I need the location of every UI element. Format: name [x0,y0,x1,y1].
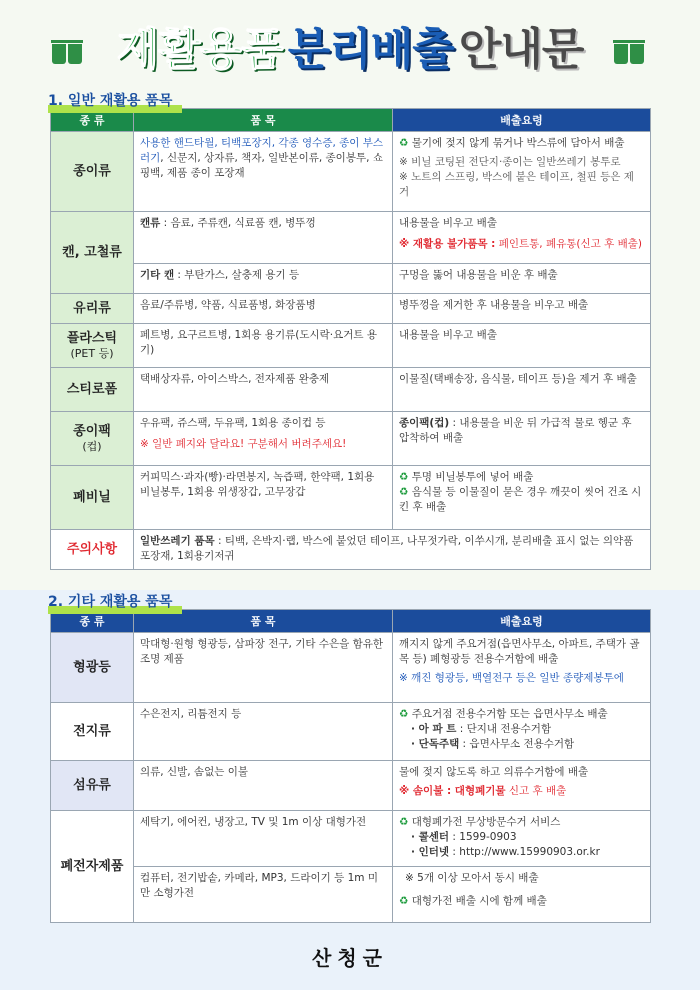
category-can: 캔, 고철류 [51,212,134,294]
category-glass: 유리류 [51,294,134,324]
footer-issuer: 산청군 [312,946,388,970]
table-row: 플라스틱 (PET 등) 페트병, 요구르트병, 1회용 용기류(도시락·요거트 용기) 내용물을 비우고 배출 [51,324,651,368]
method-paper: ♻ 물기에 젖지 않게 묶거나 박스류에 담아서 배출 ※ 비닐 코팅된 전단지·종이는 일반쓰레기 봉투로 ※ 노트의 스프링, 박스에 붙은 테이프, 철핀 등은 제거 [393,132,651,212]
table-row: 스티로폼 택배상자류, 아이스박스, 전자제품 완충제 이물질(택배송장, 음식물, 테이프 등)을 제거 후 배출 [51,368,651,412]
category-styrofoam: 스티로폼 [51,368,134,412]
table-row: 캔, 고철류 캔류 : 음료, 주류캔, 식료품 캔, 병뚜껑 내용물을 비우고 배출 ※ 재활용 불가품목 : 페인트통, 폐유통(신고 후 배출) [51,212,651,264]
items-paper: 사용한 핸드타월, 티백포장지, 각종 영수증, 종이 부스러기, 신문지, 상자류, 책자, 일반본이류, 종이봉투, 쇼핑백, 제품 종이 포장재 [134,132,393,212]
recycle-icon: ♻ [399,816,409,828]
table-row: 기타 캔 : 부탄가스, 살충제 용기 등 구멍을 뚫어 내용물을 비운 후 배출 [51,264,651,294]
category-caution: 주의사항 [51,530,134,570]
header-method: 배출요령 [393,109,651,132]
section1-table [50,108,651,570]
section1-title: 1. 일반 재활용 품목 [48,90,172,110]
header-type: 종 류 [51,109,134,132]
category-plastic: 플라스틱 (PET 등) [51,324,134,368]
category-carton: 종이팩 (컵) [51,412,134,466]
table-row: 폐비닐 커피믹스·과자(빵)·라면봉지, 녹즙팩, 한약팩, 1회용 비닐봉투, 1회용 위생장갑, 고무장갑 ♻ 투명 비닐봉투에 넣어 배출 ♻ 음식물 등 이물질이 묻은 경우 깨끗이 씻어 건조 시킨 후 배출 [51,466,651,530]
category-lamp: 형광등 [51,633,134,703]
section2-table: 종 류 품 목 배출요령 형광등 막대형·원형 형광등, 삼파장 전구, 기타 수은을 함유한 조명 제품 깨지지 않게 주요거점(읍면사무소, 아파트, 주택가 골목 등) 폐형광등 전용수거함에 배출 ※ 깨진 형광등, 백열전구 등은 일반 종량제봉투에 전지류 수은전지, 리튬전지 등 ♻ 주요거점 전용수거함 또는 읍면사무소 배출 · 아 파 트 : 단지내 전용수거함 · 단독주택 : 읍면사무소 전용수거함 섬유류 의류, 신발, 솜없는 이불 물에 젖지 않도록 하고 의류수거함에 배출 ※ 솜이불 : 대형폐기물 신고 후 배출 폐전자제품 세탁기, 에어컨, 냉장고, TV 및 1m 이상 대형가전 ♻ 대형폐가전 무상방문수거 서비스 · 콜센터 : 1599-0903 · 인터넷 : http://www.15990903.or.kr 컴퓨터, 전기밥솥, 카메라, MP3, 드라이기 등 1m 미만 소형가전 ※ 5개 이상 모아서 동시 배출 ♻ 대형가전 배출 시에 함께 배출 [50,609,651,923]
table-row: 컴퓨터, 전기밥솥, 카메라, MP3, 드라이기 등 1m 미만 소형가전 ※ 5개 이상 모아서 동시 배출 ♻ 대형가전 배출 시에 함께 배출 [51,867,651,923]
table-row: 유리류 음료/주류병, 약품, 식료품병, 화장품병 병뚜껑을 제거한 후 내용물을 비우고 배출 [51,294,651,324]
category-paper: 종이류 [51,132,134,212]
table-row: 전지류 수은전지, 리튬전지 등 ♻ 주요거점 전용수거함 또는 읍면사무소 배출 · 아 파 트 : 단지내 전용수거함 · 단독주택 : 읍면사무소 전용수거함 [51,703,651,761]
recycle-icon: ♻ [399,708,409,720]
recycle-icon: ♻ [399,471,409,483]
table-row [51,132,651,212]
category-electronics: 폐전자제품 [51,811,134,923]
page-title: 재활용품 분리배출 안내문 [116,24,584,75]
category-vinyl: 폐비닐 [51,466,134,530]
recycle-icon: ♻ [399,137,409,149]
header-items: 품 목 [134,109,393,132]
recycle-icon: ♻ [399,486,409,498]
table-row: 형광등 막대형·원형 형광등, 삼파장 전구, 기타 수은을 함유한 조명 제품 깨지지 않게 주요거점(읍면사무소, 아파트, 주택가 골목 등) 폐형광등 전용수거함에 배출 ※ 깨진 형광등, 백열전구 등은 일반 종량제봉투에 [51,633,651,703]
category-fiber: 섬유류 [51,761,134,811]
table-row: 주의사항 일반쓰레기 품목 : 티백, 은박지·랩, 박스에 붙었던 테이프, 나무젓가락, 이쑤시개, 분리배출 표시 없는 의약품 포장재, 1회용기저귀 [51,530,651,570]
table-row: 섬유류 의류, 신발, 솜없는 이불 물에 젖지 않도록 하고 의류수거함에 배출 ※ 솜이불 : 대형폐기물 신고 후 배출 [51,761,651,811]
recycle-icon: ♻ [399,895,409,907]
table-row: 폐전자제품 세탁기, 에어컨, 냉장고, TV 및 1m 이상 대형가전 ♻ 대형폐가전 무상방문수거 서비스 · 콜센터 : 1599-0903 · 인터넷 : http://www.15990903.or.kr [51,811,651,867]
table-row: 종이팩 (컵) 우유팩, 쥬스팩, 두유팩, 1회용 종이컵 등 ※ 일반 폐지와 달라요! 구분해서 버려주세요! 종이팩(컵) : 내용물을 비운 뒤 가급적 물로 헹군 후 압착하여 배출 [51,412,651,466]
category-battery: 전지류 [51,703,134,761]
section2-title: 2. 기타 재활용 품목 [48,591,172,611]
